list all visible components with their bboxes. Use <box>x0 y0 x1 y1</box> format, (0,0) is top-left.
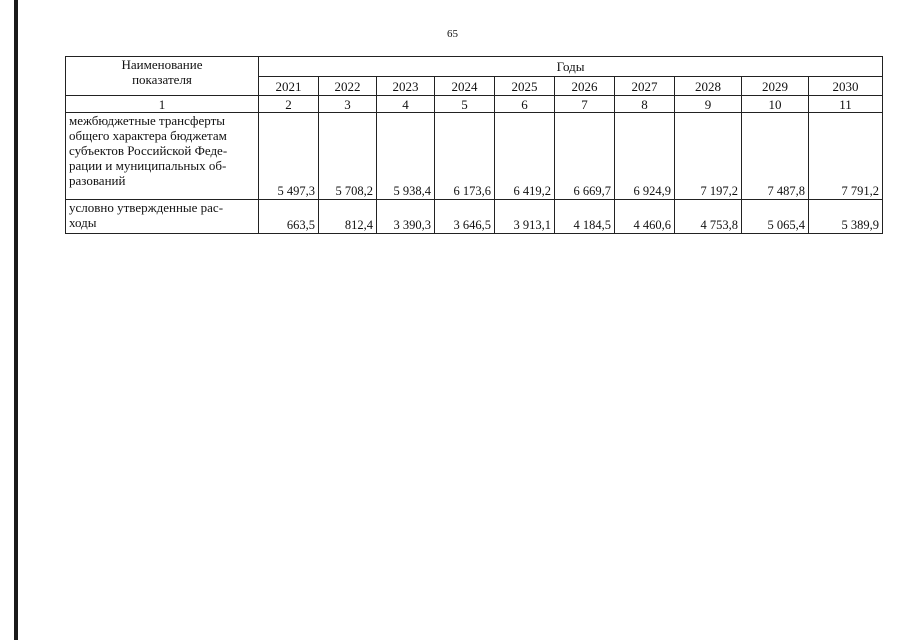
row-label <box>66 200 259 234</box>
value-cell: 812,4 <box>319 200 377 234</box>
year-2028: 2028 <box>675 77 742 96</box>
value-cell: 6 419,2 <box>495 113 555 200</box>
value-cell: 6 669,7 <box>555 113 615 200</box>
year-2023: 2023 <box>377 77 435 96</box>
page-number: 65 <box>447 28 458 40</box>
value-cell: 6 924,9 <box>615 113 675 200</box>
row-label-line: условно утвержденные рас- <box>69 200 224 215</box>
value-cell: 6 173,6 <box>435 113 495 200</box>
year-2027: 2027 <box>615 77 675 96</box>
col-number: 9 <box>675 96 742 113</box>
value-cell: 3 646,5 <box>435 200 495 234</box>
col-number: 10 <box>742 96 809 113</box>
year-2026: 2026 <box>555 77 615 96</box>
row-label-line: ходы <box>69 215 97 230</box>
value-cell: 7 487,8 <box>742 113 809 200</box>
year-2024: 2024 <box>435 77 495 96</box>
row-label-line: общего характера бюджетам <box>69 128 227 143</box>
value-cell: 4 753,8 <box>675 200 742 234</box>
col-number: 2 <box>259 96 319 113</box>
year-2025: 2025 <box>495 77 555 96</box>
year-2029: 2029 <box>742 77 809 96</box>
value-cell: 5 938,4 <box>377 113 435 200</box>
value-cell: 5 065,4 <box>742 200 809 234</box>
value-cell: 7 197,2 <box>675 113 742 200</box>
value-cell: 5 389,9 <box>809 200 883 234</box>
value-cell: 5 497,3 <box>259 113 319 200</box>
value-cell: 5 708,2 <box>319 113 377 200</box>
value-cell: 663,5 <box>259 200 319 234</box>
row-label <box>66 113 259 200</box>
budget-table <box>65 56 883 234</box>
header-name-line1: Наименование <box>121 57 203 72</box>
row-label-line: рации и муниципальных об- <box>69 158 227 173</box>
row-label-line: разований <box>69 173 126 188</box>
col-number: 5 <box>435 96 495 113</box>
scan-edge-line <box>14 0 18 640</box>
value-cell: 3 913,1 <box>495 200 555 234</box>
col-number: 7 <box>555 96 615 113</box>
year-2021: 2021 <box>259 77 319 96</box>
column-number-row <box>66 96 883 113</box>
table-row-interbudget-transfers <box>66 113 883 200</box>
table-row-conditionally-approved-expenses <box>66 200 883 234</box>
value-cell: 4 460,6 <box>615 200 675 234</box>
year-2022: 2022 <box>319 77 377 96</box>
value-cell: 3 390,3 <box>377 200 435 234</box>
header-years: Годы <box>259 57 883 77</box>
row-label-line: межбюджетные трансферты <box>69 113 225 128</box>
header-name-line2: показателя <box>132 72 192 87</box>
value-cell: 4 184,5 <box>555 200 615 234</box>
col-number: 3 <box>319 96 377 113</box>
col-number: 11 <box>809 96 883 113</box>
col-number: 4 <box>377 96 435 113</box>
row-label-line: субъектов Российской Феде- <box>69 143 228 158</box>
col-number: 1 <box>66 96 259 113</box>
col-number: 8 <box>615 96 675 113</box>
year-2030: 2030 <box>809 77 883 96</box>
header-row-1 <box>66 57 883 77</box>
header-indicator-name <box>66 57 259 96</box>
value-cell: 7 791,2 <box>809 113 883 200</box>
col-number: 6 <box>495 96 555 113</box>
